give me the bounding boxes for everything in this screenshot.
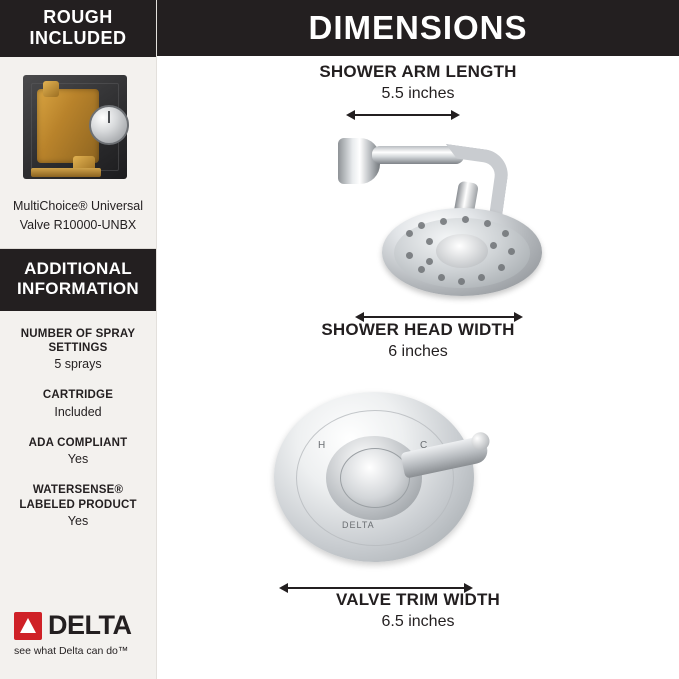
spec-label-line1: CARTRIDGE [42,389,114,402]
valve-trim-width-value: 6.5 inches [381,613,455,630]
spec-value: Included [54,404,102,419]
rough-included-header-line2: INCLUDED [29,27,127,48]
spec-value: 5 sprays [54,357,102,372]
rough-caption-line1: MultiChoice® Universal [12,199,144,214]
delta-logo [14,610,144,657]
rough-caption [0,197,156,247]
spec-value: Yes [67,513,89,528]
additional-header-line2: INFORMATION [17,278,139,298]
rough-valve-image [0,57,157,197]
valve-outlet-pipe [31,168,101,177]
shower-arm-length-value: 5.5 inches [381,85,455,102]
shower-head-width-value: 6 inches [388,343,448,360]
measure-bar [354,114,452,116]
valve-illustration [23,71,135,183]
rough-caption-line2: Valve R10000-UNBX [19,217,137,232]
page-title: DIMENSIONS [157,0,679,56]
shower-head-illustration [332,120,547,310]
delta-wordmark: DELTA [48,610,132,640]
shower-head [382,208,542,304]
spec-label-line2: SETTINGS [48,342,108,355]
hot-mark: H [318,440,326,451]
spec-item [10,388,146,418]
measure-bar [287,587,465,589]
spec-label-line1: WATERSENSE® [32,484,124,497]
delta-tagline: see what Delta can do™ [14,645,129,657]
shower-arm-measure-line [346,110,460,120]
spec-label-line1: NUMBER OF SPRAY [20,327,136,340]
cold-mark: C [420,440,428,451]
valve-brand-mark: DELTA [342,520,375,530]
shower-head-center-spray [436,234,488,268]
spec-label-line2: LABELED PRODUCT [19,498,137,511]
valve-trim-illustration [274,392,504,572]
delta-triangle-icon [14,612,42,640]
valve-trim-width-label: VALVE TRIM WIDTH [335,590,501,609]
shower-head-width-block [157,320,679,361]
main-panel [157,0,679,679]
spec-list [0,311,156,528]
rough-included-header [0,0,156,57]
spec-value: Yes [67,452,89,467]
spec-item [10,436,146,466]
spec-item [10,483,146,528]
measure-arrow-right-icon [451,110,460,120]
rough-included-header-line1: ROUGH [43,7,113,27]
shower-arm-length-block [157,62,679,103]
spec-label-line1: ADA COMPLIANT [28,436,128,449]
measure-bar [363,316,515,318]
spec-item [10,327,146,372]
sidebar [0,0,157,679]
valve-trim-width-block [157,590,679,631]
shower-arm-length-label: SHOWER ARM LENGTH [319,62,517,81]
additional-information-header [0,249,156,311]
valve-trim-cap [340,448,410,508]
additional-header-line1: ADDITIONAL [24,258,132,278]
shower-head-width-label: SHOWER HEAD WIDTH [321,320,515,339]
valve-test-cap [89,105,129,145]
